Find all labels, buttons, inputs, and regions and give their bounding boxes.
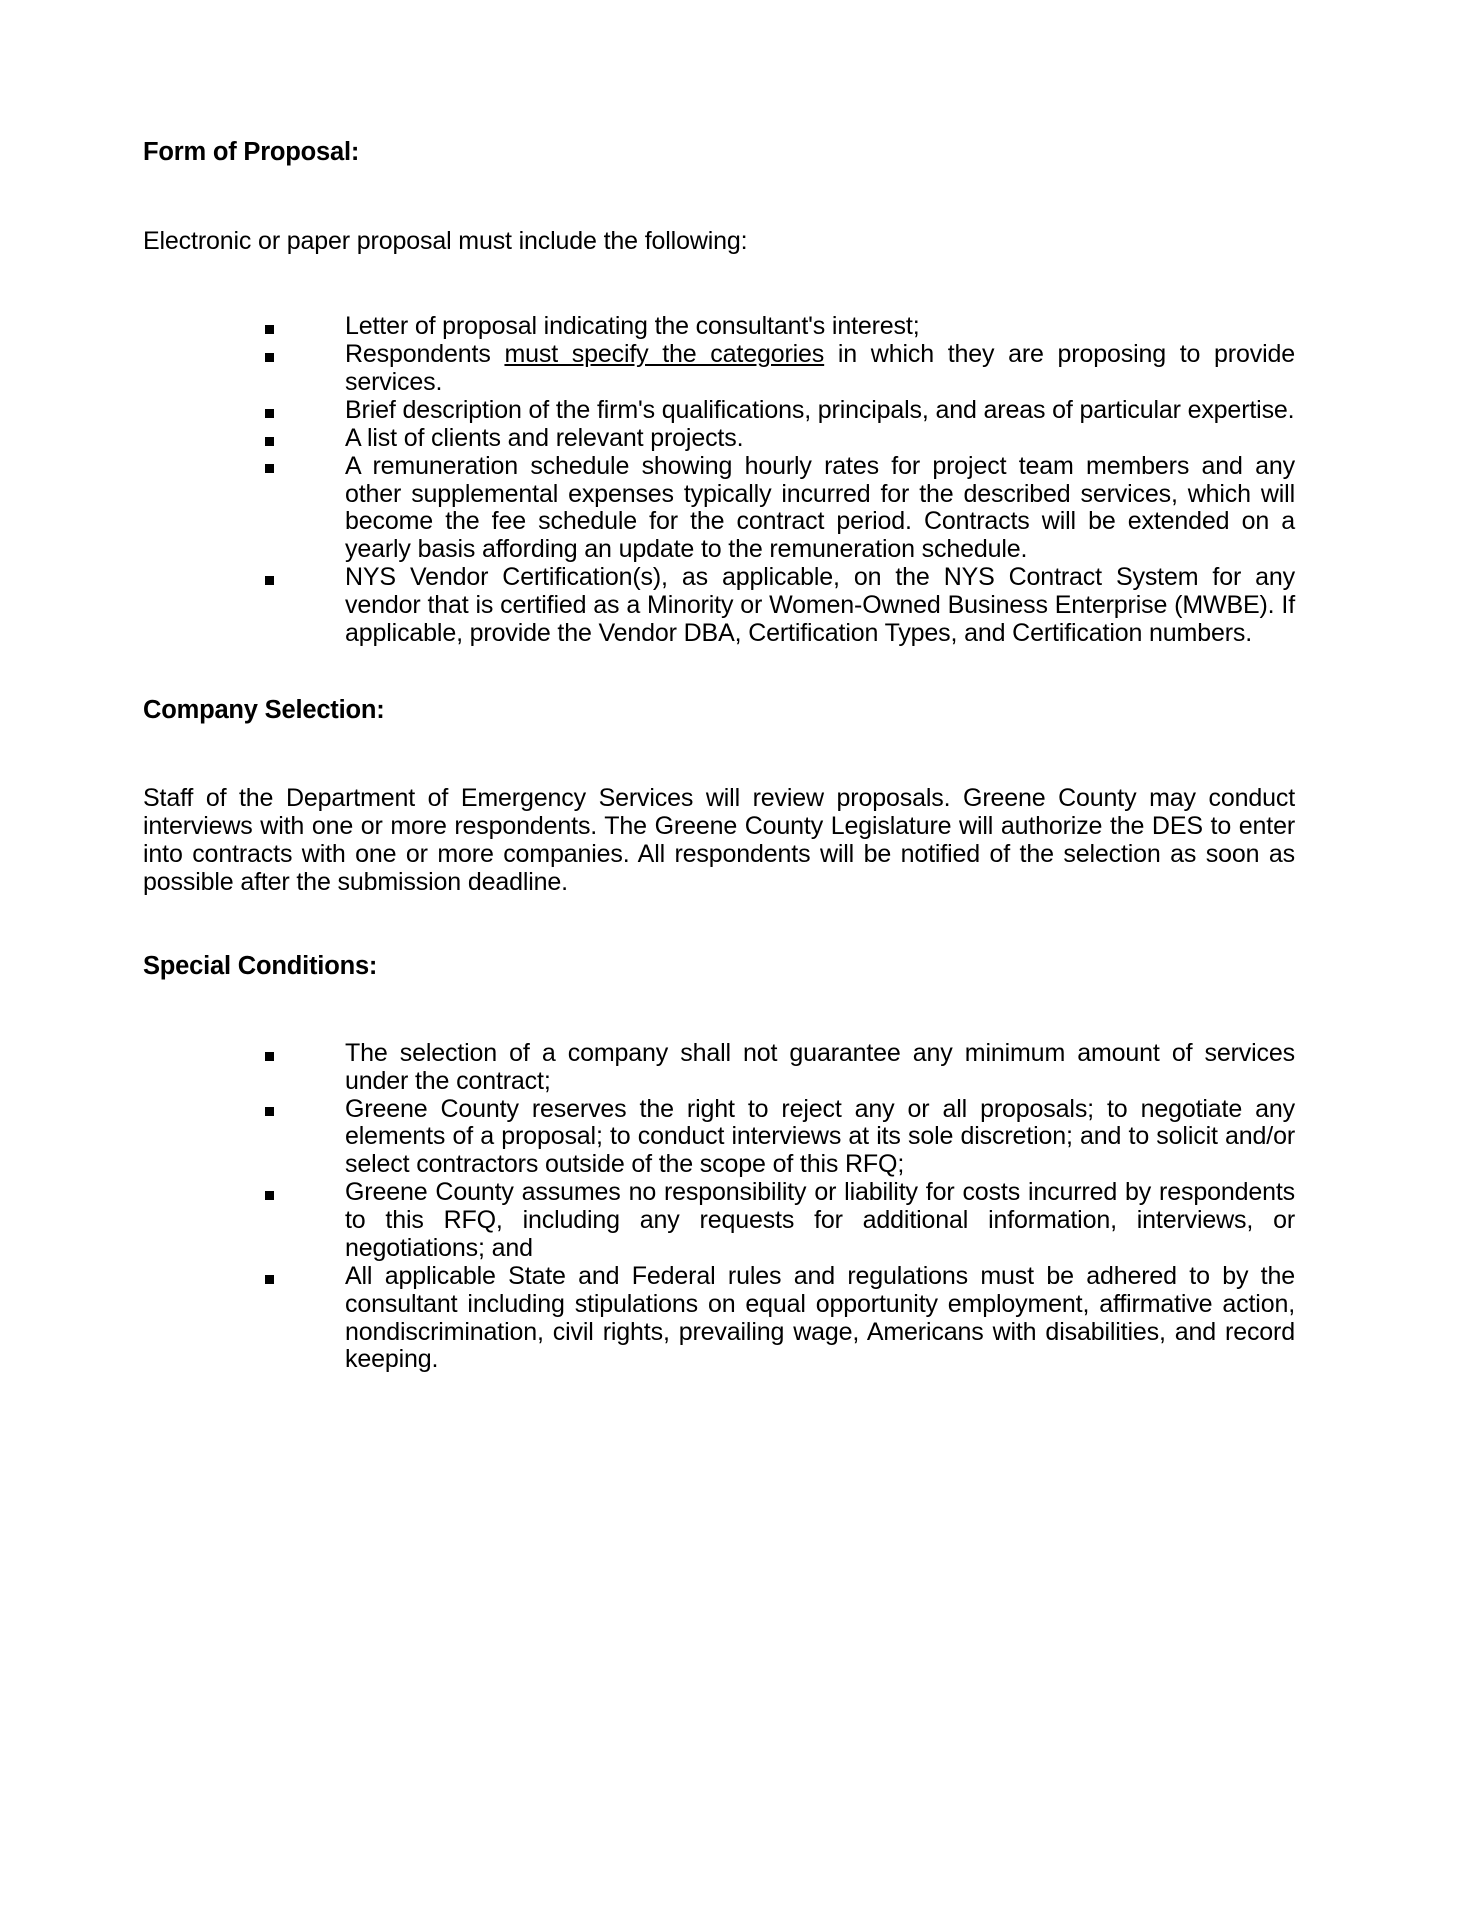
text-run: Respondents xyxy=(345,340,505,369)
text-run: in which they are proposing to provide services. xyxy=(345,340,1295,396)
list-item xyxy=(143,341,1295,397)
spacer-top xyxy=(143,0,1295,140)
spacer xyxy=(143,896,1295,954)
list-item-text xyxy=(345,1040,1295,1096)
underlined-text: must specify the categories xyxy=(504,340,825,369)
text-run: Brief description of the firm's qualifications, principals, and areas of particular expertise. xyxy=(345,395,1295,424)
list-item-text xyxy=(345,1179,1295,1263)
square-bullet-icon xyxy=(265,1191,274,1200)
square-bullet-icon xyxy=(265,1107,274,1116)
list-item-text xyxy=(345,397,1295,425)
list-item-text xyxy=(345,1096,1295,1180)
list-item xyxy=(143,453,1295,565)
text-run: A remuneration schedule showing hourly rates for project team members and any other supplemental expenses typically incurred for the described services, which will become the fee schedule for the contract period. Contracts will be extended on a yearly basis affording an update to the remuneration schedule. xyxy=(345,451,1295,564)
text-run: All applicable State and Federal rules and regulations must be adhered to by the consultant including stipulations on equal opportunity employment, affirmative action, nondiscrimination, civil rights, prevailing wage, Americans with disabilities, and record keeping. xyxy=(345,1261,1295,1374)
spacer xyxy=(143,980,1295,1040)
text-run: Greene County assumes no responsibility or liability for costs incurred by respondents to this RFQ, including any requests for additional information, interviews, or negotiations; and xyxy=(345,1178,1295,1262)
text-run: The selection of a company shall not guarantee any minimum amount of services under the contract; xyxy=(345,1038,1295,1095)
list-item-text xyxy=(345,453,1295,565)
list-item xyxy=(143,1096,1295,1180)
list-item xyxy=(143,1040,1295,1096)
list-item xyxy=(143,425,1295,453)
list-item xyxy=(143,564,1295,648)
heading-form-of-proposal: Form of Proposal: xyxy=(143,138,360,166)
spacer xyxy=(143,166,1295,228)
spacer xyxy=(143,648,1295,698)
bullet-list-form-of-proposal xyxy=(143,313,1295,648)
list-item-text xyxy=(345,425,1295,453)
text-run: Letter of proposal indicating the consultant's interest; xyxy=(345,312,920,341)
spacer xyxy=(143,723,1295,785)
paragraph-company-selection: Staff of the Department of Emergency Services will review proposals. Greene County may conduct interviews with one or more respondents. The Greene County Legislature will authorize the DES to enter into contracts with one or more companies. All respondents will be notified of the selection as soon as possible after the submission deadline. xyxy=(143,784,1295,896)
square-bullet-icon xyxy=(265,353,274,362)
text-run: NYS Vendor Certification(s), as applicable, on the NYS Contract System for any vendor that is certified as a Minority or Women-Owned Business Enterprise (MWBE). If applicable, provide the Vendor DBA, Certification Types, and Certification numbers. xyxy=(345,563,1295,647)
list-item xyxy=(143,1179,1295,1263)
heading-company-selection: Company Selection: xyxy=(143,695,385,724)
document-body xyxy=(143,0,1295,1374)
square-bullet-icon xyxy=(265,409,274,418)
list-item-text xyxy=(345,1263,1295,1375)
square-bullet-icon xyxy=(265,1052,274,1061)
square-bullet-icon xyxy=(265,325,274,334)
text-run: A list of clients and relevant projects. xyxy=(345,423,744,452)
square-bullet-icon xyxy=(265,1275,274,1284)
list-item xyxy=(143,1263,1295,1375)
list-item-text xyxy=(345,313,1295,341)
list-item xyxy=(143,313,1295,341)
text-run: Greene County reserves the right to reject any or all proposals; to negotiate any elements of a proposal; to conduct interviews at its sole discretion; and to solicit and/or select contractors outside of the scope of this RFQ; xyxy=(345,1094,1295,1179)
bullet-list-special-conditions xyxy=(143,1040,1295,1375)
square-bullet-icon xyxy=(265,576,274,585)
list-item-text xyxy=(345,341,1295,397)
intro-paragraph-form-of-proposal: Electronic or paper proposal must include the following: xyxy=(143,226,748,255)
list-item-text xyxy=(345,564,1295,648)
list-item xyxy=(143,397,1295,425)
square-bullet-icon xyxy=(265,437,274,446)
square-bullet-icon xyxy=(265,464,274,473)
spacer xyxy=(143,255,1295,313)
heading-special-conditions: Special Conditions: xyxy=(143,952,378,981)
